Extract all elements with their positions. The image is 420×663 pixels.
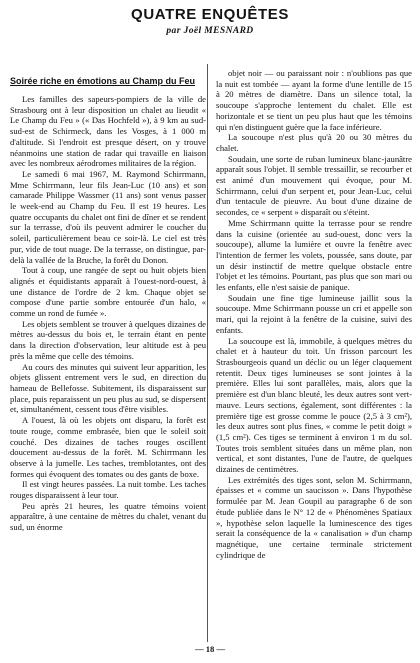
column-divider (207, 64, 208, 642)
left-column (10, 68, 206, 533)
paragraph: Il est vingt heures passées. La nuit tombe. Les taches rouges disparaissent à leur tour. (10, 479, 206, 501)
paragraph: La soucoupe est là, immobile, à quelques mètres du chalet et à hauteur du toit. Un frisson parcourt les Strasbourgeois quand un déclic ou un léger claquement retentit. Deux tiges lumineuses se sont jointes à la première. Elles lui sont parallèles, mais, alors que la première est d'un blanc bleuté, les deux autres sont vert-mauve. Leurs sections, également, sont différentes : la première tige est grosse comme le pouce (2,5 à 3 cm²), les deux autres sont plus fines, « comme le petit doigt » (1,5 cm²). Ces tiges se terminent à environ 1 m du sol. Toutes trois semblent situées dans un même plan, non vertical, et sont distantes, l'une de l'autre, de quelques dizaines de centimètres. (216, 335, 412, 475)
paragraph: Les extrémités des tiges sont, selon M. Schirrmann, épaisses et « comme un saucisson ». Dans l'hypothèse formulée par M. Jean Goupil au paragraphe 6 de son étude publiée dans le N° 12 de « Phénomènes Spatiaux », hypothèse selon laquelle la luminescence des tiges serait la conséquence de la « canalisation » d'un champ magnétique, une certaine terminale strictement cylindrique de (216, 474, 412, 560)
page-number: — 18 — (194, 644, 226, 654)
paragraph: Tout à coup, une rangée de sept ou huit objets bien alignés et équidistants apparaît à l'ouest-nord-ouest, à une distance de l'ordre de 2 km. Chaque objet se compose d'une partie sombre entourée d'un halo, « comme un rond de fumée ». (10, 265, 206, 319)
paragraph: Au cours des minutes qui suivent leur apparition, les objets glissent entrement vers le sud, en direction du hameau de Bellefosse. Subitement, ils disparaissent sur place, puis reparaissent un peu plus au sud, se dispersent et, simultanément, cessent tous d'être visibles. (10, 361, 206, 415)
paragraph: Mme Schirrmann quitte la terrasse pour se rendre dans la cuisine (orientée au sud-ouest, donc vers la soucoupe), allume la lumière et ouvre la fenêtre avec l'intention de fermer les volets, poussée, sans doute, par un désir instinctif de mettre quelque obstacle entre l'objet et les témoins. Pourtant, pas plus que son mari ou les enfants, elle n'est saisie de panique. (216, 217, 412, 293)
paragraph: Les familles des sapeurs-pompiers de la ville de Strasbourg ont à leur disposition un chalet au lieudit « Le Champ du Feu » (« Das Hochfeld »), à 9 km au sud-sud-est de Schirmeck, dans les Vosges, à 1 000 m d'altitude. Si l'endroit est presque désert, on y trouve néanmoins une station de radar qui travaille en liaison avec les nombreux aérodromes militaires de la région. (10, 94, 206, 169)
right-column (216, 68, 412, 560)
paragraph: Soudain une fine tige lumineuse jaillit sous la soucoupe. Mme Schirrmann pousse un cri et appelle son mari, qui la rejoint à la fenêtre de la cuisine, suivi des enfants. (216, 292, 412, 335)
paragraph: La soucoupe n'est plus qu'à 20 ou 30 mètres du chalet. (216, 132, 412, 153)
article-title: QUATRE ENQUÊTES (131, 6, 289, 23)
paragraph: Peu après 21 heures, les quatre témoins voient apparaître, à une centaine de mètres du chalet, venant du sud, un énorme (10, 500, 206, 533)
paragraph: Le samedi 6 mai 1967, M. Raymond Schirrmann, Mme Schirrmann, leur fils Jean-Luc (10 ans) et son camarade Philippe Wassmer (11 ans) sont venus passer le week-end au Champ du Feu. Il est 19 heures. Les quatre occupants du chalet ont fini de dîner et se rendent sur la terrasse, d'où ils peuvent admirer le coucher du soleil, particulièrement beau ce soir-là. Le ciel est très pur, vide de tout nuage. De la terrasse, on distingue, par-delà la vallée de la Bruche, la forêt du Donon. (10, 168, 206, 265)
paragraph: Soudain, une sorte de ruban lumineux blanc-jaunâtre apparaît sous l'objet. Il semble tressaillir, se recourber et est animé d'un mouvement qui évoque, pour M. Schirrmann, celui d'un serpent et, pour Jean-Luc, celui d'un tentacule de pieuvre. Au bout d'une dizaine de secondes, ce « serpent » disparaît ou s'éteint. (216, 153, 412, 218)
paragraph: A l'ouest, là où les objets ont disparu, la forêt est toute rouge, comme embrasée, bien que le soleil soit couché. Des dizaines de taches rouges oscillent doucement au-dessus de la forêt. M. Schirrmann les observe à la jumelle. Les taches, tremblotantes, ont des formes qui évoquent des tomates ou des gants de boxe. (10, 415, 206, 479)
article-byline: par Joël MESNARD (166, 26, 254, 36)
paragraph: objet noir — ou paraissant noir : n'oublions pas que la nuit est tombée — ayant la forme d'une lentille de 15 à 20 mètres de diamètre. Dans un silence total, la soucoupe s'approche lentement du chalet. Elle est horizontale et se tient un peu plus haut que les témoins qui n'en distinguent guère que la face inférieure. (216, 68, 412, 132)
section-title: Soirée riche en émotions au Champ du Feu (10, 76, 196, 86)
paragraph: Les objets semblent se trouver à quelques dizaines de mètres au-dessus du bois et, le terrain étant en pente dans la direction d'observation, leur altitude est à peu près la même que celle des témoins. (10, 318, 206, 361)
